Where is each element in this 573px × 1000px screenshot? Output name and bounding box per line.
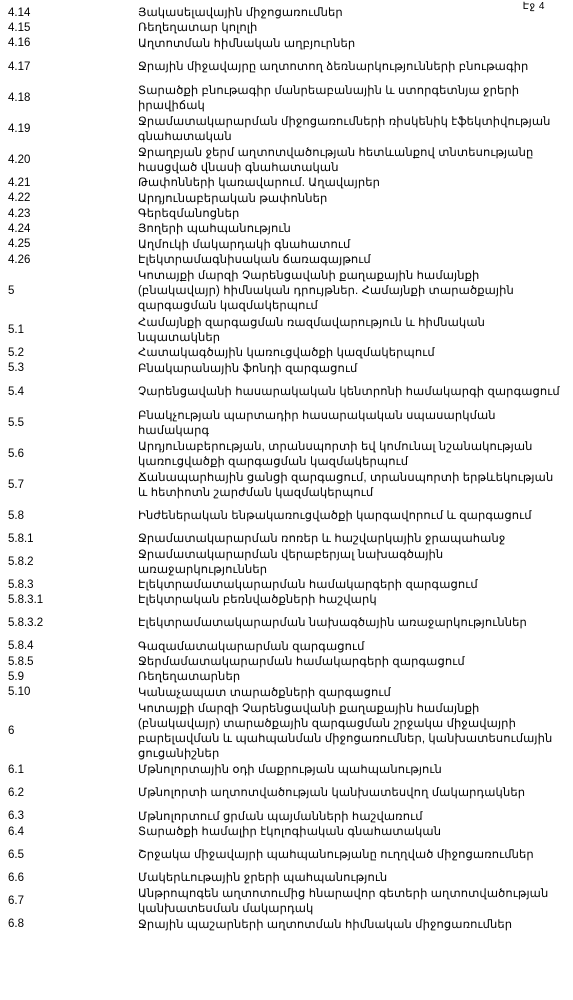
section-number: 6.8 (8, 918, 24, 931)
section-title: Կոտայքի մարզի Չարենցավանի քաղաքային համայնքի (բնակավայր) հիմնական դրույթներ. Համայնքի տարածքային զարգացման կազմակերպում (138, 270, 514, 312)
section-number: 6.1 (8, 763, 24, 776)
section-number: 6.2 (8, 786, 24, 799)
section-title: Բնակարանային ֆոնդի զարգացում (138, 362, 358, 375)
toc-row (0, 346, 573, 361)
section-title: Աղմուկի մակարդակի գնահատում (138, 238, 351, 251)
section-number: 4.17 (8, 60, 31, 73)
table-of-contents (0, 6, 573, 933)
section-number: 4.18 (8, 91, 31, 104)
section-title: Հատակագծային կառուցվածքի կազմակերպում (138, 347, 435, 359)
section-title: Էլեկտրամագնիսական ճառագայթում (138, 254, 371, 266)
section-number: 6.3 (8, 810, 24, 823)
section-number: 6.5 (8, 848, 24, 861)
section-number: 6 (8, 725, 15, 738)
toc-row (0, 701, 573, 763)
section-number: 5 (8, 284, 15, 297)
section-number: 5.8.5 (8, 655, 34, 668)
section-number: 5.8 (8, 509, 24, 522)
toc-row (0, 886, 573, 917)
section-number: 4.15 (8, 21, 31, 34)
toc-row (0, 763, 573, 778)
toc-row (0, 408, 573, 439)
section-number: 5.6 (8, 447, 24, 460)
section-title: Աղտոտման հիմնական աղբյուրներ (138, 37, 356, 50)
section-number: 4.14 (8, 6, 31, 19)
toc-row (0, 825, 573, 840)
toc-row (0, 52, 573, 83)
section-title: Ջրամատակարարման ռոռեր և հաշվարկային ջրապահանջ (138, 533, 506, 545)
section-number: 4.20 (8, 153, 31, 166)
toc-row (0, 222, 573, 237)
toc-row (0, 840, 573, 871)
toc-row (0, 207, 573, 222)
toc-row (0, 578, 573, 593)
toc-row (0, 237, 573, 253)
toc-row (0, 547, 573, 578)
section-title: Յողերի պահպանություն (138, 223, 291, 235)
section-number: 5.7 (8, 478, 24, 491)
toc-row (0, 532, 573, 547)
section-title: Մթնոլորտում ցրման պայմանների հաշվառում (138, 810, 423, 823)
section-number: 5.8.3 (8, 578, 34, 591)
section-title: Տարածքի բնութագիր մանրեաբանային և ստորգետնյա ջրերի իրավիճակ (138, 84, 520, 112)
section-title: Յակասելավային միջոցառումներ (138, 7, 343, 19)
section-title: Չարենցավանի հասարակական կենտրոնի համակարգի զարգացում (138, 386, 560, 398)
toc-row (0, 655, 573, 670)
toc-row (0, 36, 573, 52)
section-title: Ջրային միջավայրը աղտոտող ձեռնարկությունների բնութագիր (138, 61, 529, 73)
toc-row (0, 6, 573, 21)
section-title: Էլեկտրամատակարարման նախագծային առաջարկություններ (138, 617, 527, 629)
section-title: Համայնքի զարգացման ռազմավարություն և հիմնական նպատակներ (138, 316, 486, 344)
section-number: 4.24 (8, 222, 31, 235)
section-title: Ինժեներական ենթակառուցվածքի կարգավորում և զարգացում (138, 510, 532, 522)
section-number: 5.8.3.2 (8, 616, 44, 629)
section-title: Ռեղեղատար կոլոլի (138, 22, 258, 34)
section-title: Մթնոլորտի աղտոտվածության կանխատեսվող մակարդակներ (138, 787, 526, 799)
toc-row (0, 470, 573, 501)
section-title: Ջրամատակարարման միջոցառումների ռիսկենիկ էֆեկտիվության գնահատական (138, 115, 551, 143)
section-number: 4.16 (8, 37, 31, 50)
section-number: 4.26 (8, 253, 31, 266)
toc-row (0, 83, 573, 114)
toc-row (0, 501, 573, 532)
section-number: 6.7 (8, 894, 24, 907)
section-title: Տարածքի համալիր էկոլոգիական գնահատական (138, 826, 442, 838)
section-title: Գազամատակարարման զարգացում (138, 640, 365, 653)
section-title: Էլեկտրամատակարարման համակարգերի զարգացում (138, 579, 478, 591)
section-number: 5.5 (8, 416, 24, 429)
section-title: Էլեկտրական բեռնվածքների հաշվարկ (138, 594, 377, 606)
section-title: Ջրամատակարարման վերաբերյալ նախագծային առաջարկություններ (138, 548, 444, 576)
section-title: Կանաչապատ տարածքների զարգացում (138, 686, 391, 699)
toc-row (0, 253, 573, 268)
section-title: Ռեղեղատարներ (138, 671, 241, 683)
section-number: 4.19 (8, 122, 31, 135)
toc-row (0, 917, 573, 933)
section-number: 5.1 (8, 323, 24, 336)
toc-row (0, 639, 573, 655)
toc-row (0, 114, 573, 145)
section-number: 6.6 (8, 871, 24, 884)
section-number: 4.22 (8, 192, 31, 205)
section-number: 4.23 (8, 207, 31, 220)
section-title: Արդյունաբերության, տրանսպորտի եվ կոմունալ նշանակության կառուցվածքի զարգացման կազմակերպում (138, 440, 533, 468)
toc-row (0, 439, 573, 470)
section-number: 5.8.4 (8, 640, 34, 653)
section-number: 4.25 (8, 238, 31, 251)
section-title: Շրջակա միջավայրի պահպանությանը ուղղված միջոցառումներ (138, 849, 534, 861)
toc-row (0, 21, 573, 36)
section-number: 4.21 (8, 176, 31, 189)
toc-row (0, 176, 573, 191)
toc-row (0, 809, 573, 825)
section-number: 5.8.2 (8, 555, 34, 568)
section-title: Ջրային պաշարների աղտոտման հիմնական միջոցառումներ (138, 918, 513, 931)
section-number: 5.9 (8, 670, 24, 683)
section-title: Արդյունաբերական թափոններ (138, 192, 328, 205)
toc-row (0, 871, 573, 886)
section-title: Մթնոլորտային օդի մաքրության պահպանություն (138, 764, 442, 776)
page-number: Էջ 4 (522, 1, 545, 12)
toc-row (0, 608, 573, 639)
section-title: Անթրոպոգեն աղտոտումից հնարավոր գետերի աղտոտվածության կանխատեսման մակարդակ (138, 887, 549, 915)
toc-row (0, 268, 573, 315)
toc-row (0, 315, 573, 346)
section-title: Կոտայքի մարզի Չարենցավանի քաղաքային համայնքի (բնակավայր) տարածքային զարգացման շրջակա միջավայրի բարելավման և պահպանման միջոցառումներ, կանխատեսումային ցուցանիշներ (138, 703, 553, 760)
section-number: 5.8.1 (8, 532, 34, 545)
section-number: 6.4 (8, 825, 24, 838)
toc-row (0, 685, 573, 701)
toc-row (0, 361, 573, 377)
toc-row (0, 191, 573, 207)
section-title: Մակերևութային ջրերի պահպանություն (138, 872, 388, 884)
toc-row (0, 670, 573, 685)
toc-row (0, 778, 573, 809)
section-number: 5.3 (8, 362, 24, 375)
section-title: Ճանապարհային ցանցի զարգացում, տրանսպորտի երթևեկության և հետիոտն շարժման կազմակերպում (138, 471, 554, 499)
section-number: 5.8.3.1 (8, 593, 44, 606)
section-title: Գերեզմանոցներ (138, 208, 240, 220)
section-number: 5.4 (8, 385, 24, 398)
section-title: Ջերմամատակարարման համակարգերի զարգացում (138, 656, 465, 668)
section-number: 5.10 (8, 686, 31, 699)
toc-row (0, 377, 573, 408)
section-title: Բնակչության պարտադիր հասարակական սպասարկման համակարգ (138, 409, 496, 437)
section-title: Թափոնների կառավարում. Աղավայրեր (138, 177, 380, 189)
section-title: Ջրաղբյան ջերմ աղտոտվածության հետևանքով տնտեսությանը հասցված վնասի գնահատական (138, 146, 534, 174)
toc-row (0, 145, 573, 176)
section-number: 5.2 (8, 346, 24, 359)
toc-row (0, 593, 573, 608)
